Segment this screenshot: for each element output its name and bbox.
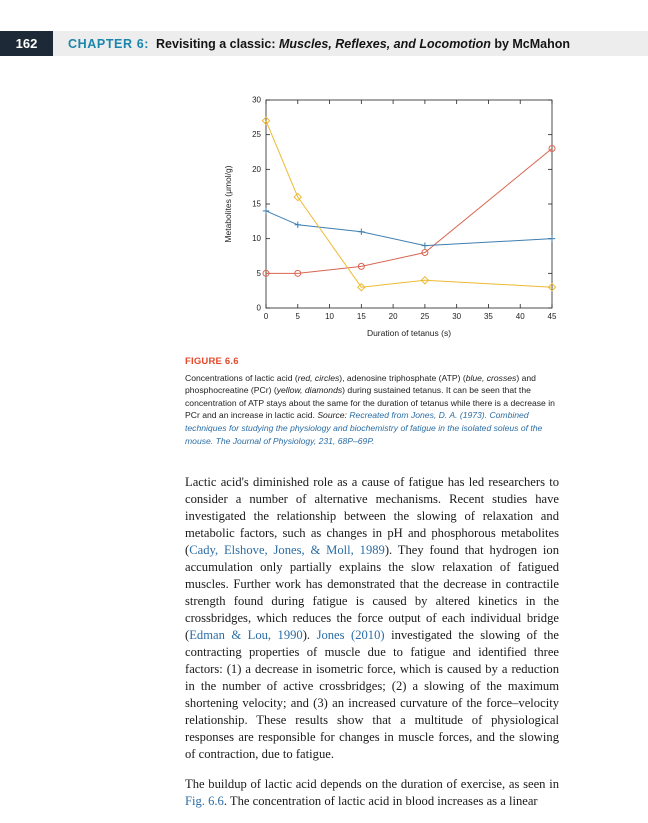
text-segment: Concentrations of lactic acid ( — [185, 372, 298, 383]
text-segment: Muscles, Reflexes, and Locomotion — [279, 36, 491, 51]
text-segment: Revisiting a classic: — [156, 36, 279, 51]
citation-link[interactable]: Cady, Elshove, Jones, & Moll, 1989 — [189, 543, 385, 557]
text-segment: The buildup of lactic acid depends on the duration of exercise, as seen in — [185, 777, 559, 791]
x-tick-label: 40 — [515, 312, 525, 321]
chapter-header-bar — [0, 31, 648, 56]
text-segment: yellow, diamonds — [276, 385, 343, 396]
text-segment: ) during sustained tetanus. It can be seen that the concentration of ATP stays about the same for the duration of tetanus while there is a decrease in PCr and an increase in lactic acid. — [185, 385, 555, 421]
body-text — [185, 474, 559, 823]
paragraph — [185, 474, 559, 763]
x-tick-label: 25 — [420, 312, 430, 321]
x-axis-label: Duration of tetanus (s) — [366, 328, 452, 338]
figure-label: FIGURE 6.6 — [185, 356, 239, 367]
citation-link[interactable]: Edman & Lou, 1990 — [189, 628, 303, 642]
text-segment: investigated the slowing of the contracting properties of muscle due to fatigue and identified three factors: (1) a decrease in isometric force, which is caused by a reduction in the number of active crossbridges; (2) a slowing of the maximum shortening velocity; and (3) an increased curvature of the force–velocity relationship. These results show that a multitude of physiological responses are responsible for changes in muscle forces, and the slowing of contraction, due to fatigue. — [185, 628, 559, 761]
text-segment: Lactic acid's diminished role as a cause of fatigue has led researchers to consider a number of alternative mechanisms. Recent studies have investigated the relationship between the slowing of relaxation and metabolic factors, such as changes in pH and phosphorous metabolites ( — [185, 475, 559, 557]
x-tick-label: 10 — [325, 312, 335, 321]
chapter-label: CHAPTER 6: — [68, 36, 150, 51]
y-tick-label: 15 — [252, 199, 261, 209]
figure-caption — [185, 356, 559, 447]
text-segment: Source: — [317, 410, 350, 421]
metabolites-chart — [220, 90, 565, 348]
citation-link[interactable]: Fig. 6.6 — [185, 794, 224, 808]
paragraph — [185, 776, 559, 810]
chapter-title — [53, 31, 648, 56]
series-line — [266, 121, 552, 287]
figure-caption-text — [185, 373, 555, 446]
page-number: 162 — [0, 31, 53, 56]
y-tick-label: 10 — [252, 234, 261, 244]
y-tick-label: 0 — [256, 303, 261, 313]
text-segment: ), adenosine triphosphate (ATP) ( — [339, 372, 466, 383]
metabolites-line-chart — [220, 90, 565, 348]
x-tick-label: 35 — [483, 312, 493, 321]
text-segment: red, circles — [297, 372, 340, 383]
source-citation-link[interactable]: Recreated from Jones, D. A. (1973). Combined techniques for studying the physiology and biochemistry of fatigue in the isolated soleus of the mouse. The Journal of Physiology, 231, 68P–69P. — [185, 410, 543, 446]
series-line — [266, 211, 552, 246]
chapter-title-text — [156, 37, 570, 51]
text-segment: ) and phosphocreatine (PCr) ( — [185, 372, 536, 396]
text-segment: blue, crosses — [465, 372, 517, 383]
x-tick-label: 15 — [356, 312, 366, 321]
text-segment: ). They found that hydrogen ion accumulation only partially explains the slow relaxation of fatigued muscles. Further work has demonstrated that the decrease in contractile strength found during fatigue is caused by altered kinetics in the crossbridges, which reduces the force output of each individual bridge ( — [185, 543, 559, 642]
y-tick-label: 30 — [252, 95, 261, 105]
text-segment: by McMahon — [490, 36, 571, 51]
text-segment: . The concentration of lactic acid in blood increases as a linear — [223, 794, 538, 808]
x-tick-label: 45 — [547, 312, 557, 321]
citation-link[interactable]: Jones (2010) — [316, 628, 385, 642]
y-tick-label: 5 — [256, 268, 261, 278]
series-line — [266, 149, 552, 274]
x-tick-label: 30 — [452, 312, 462, 321]
y-tick-label: 20 — [252, 164, 261, 174]
text-segment: ). — [302, 628, 317, 642]
y-tick-label: 25 — [252, 130, 261, 140]
x-tick-label: 0 — [263, 312, 269, 321]
y-axis-label: Metabolites (μmol/g) — [223, 165, 233, 243]
x-tick-label: 20 — [388, 312, 398, 321]
x-tick-label: 5 — [295, 312, 301, 321]
axes-box — [266, 100, 552, 308]
